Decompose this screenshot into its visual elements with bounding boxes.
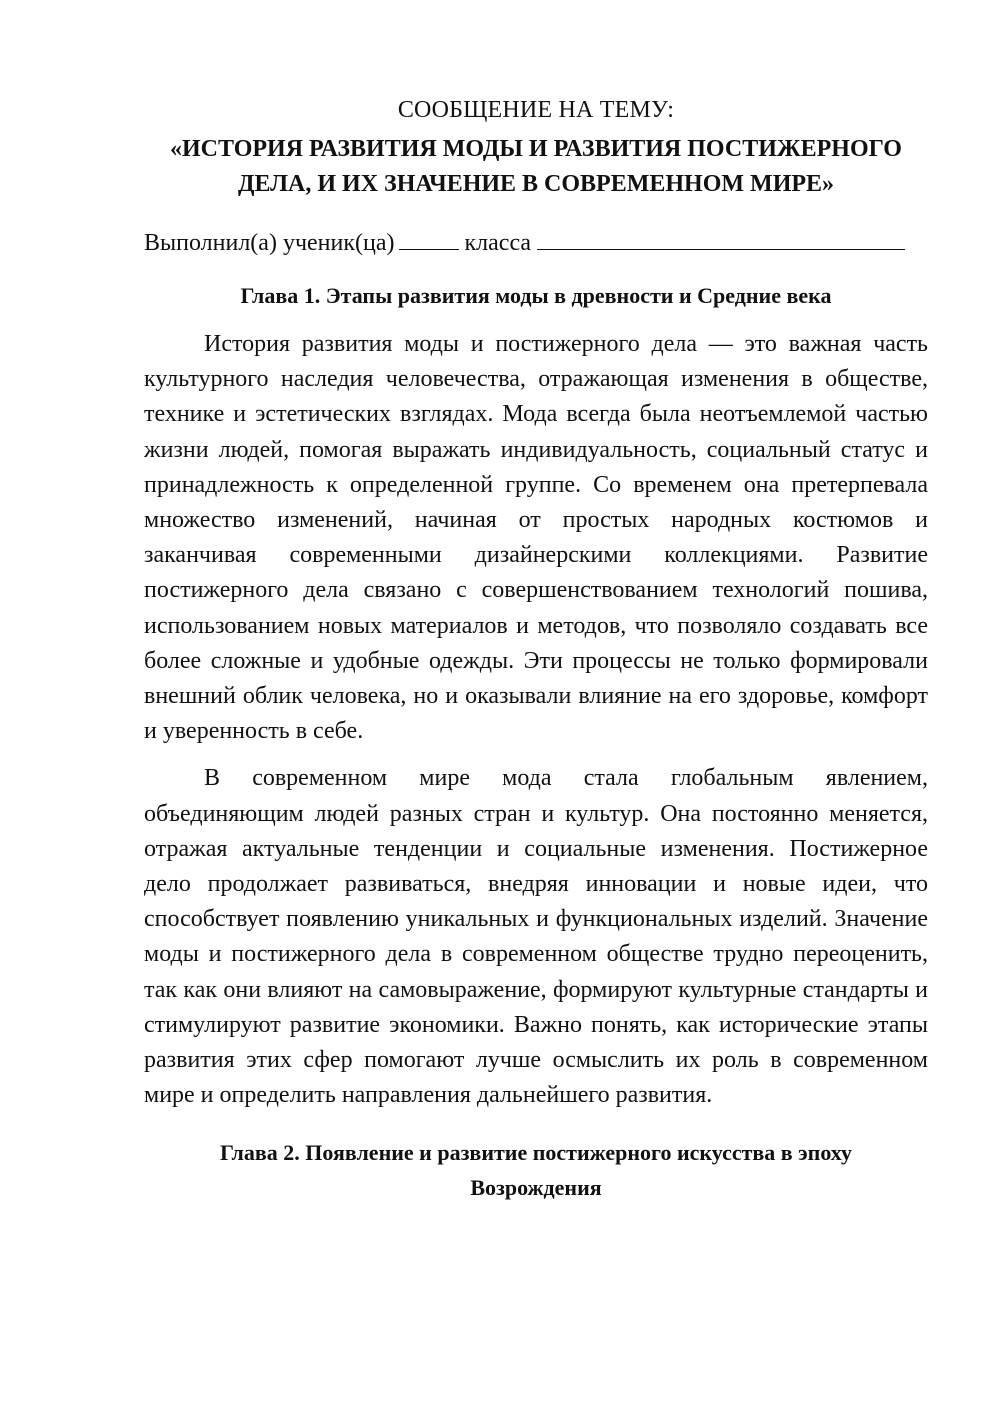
author-name-blank <box>537 227 905 250</box>
chapter-1-paragraph-1: История развития моды и постижерного дела — это важная часть культурного наследия человечества, отражающая изменения в обществе, технике и эстетических взглядах. Мода всегда была неотъемлемой частью жизни людей, помогая выражать индивидуальность, социальный статус и принадлежность к определенной группе. Со временем она претерпевала множество изменений, начиная от простых народных костюмов и заканчивая современными дизайнерскими коллекциями. Развитие постижерного дела связано с совершенствованием технологий пошива, использованием новых материалов и методов, что позволяло создавать все более сложные и удобные одежды. Эти процессы не только формировали внешний облик человека, но и оказывали влияние на его здоровье, комфорт и уверенность в себе. <box>144 331 928 745</box>
class-number-blank <box>399 227 459 250</box>
document-title: «ИСТОРИЯ РАЗВИТИЯ МОДЫ И РАЗВИТИЯ ПОСТИЖЕРНОГО ДЕЛА, И ИХ ЗНАЧЕНИЕ В СОВРЕМЕННОМ МИРЕ» <box>170 136 902 197</box>
author-prefix: Выполнил(а) ученик(ца) <box>144 230 395 256</box>
document-content <box>144 92 928 1219</box>
document-header: СООБЩЕНИЕ НА ТЕМУ: <box>397 97 675 123</box>
author-middle: класса <box>464 230 532 256</box>
chapter-2-heading: Глава 2. Появление и развитие постижерного искусства в эпоху Возрождения <box>220 1140 852 1201</box>
chapter-1-paragraph-2: В современном мире мода стала глобальным явлением, объединяющим людей разных стран и культур. Она постоянно меняется, отражая актуальные тенденции и социальные изменения. Постижерное дело продолжает развиваться, внедряя инновации и новые идеи, что способствует появлению уникальных и функциональных изделий. Значение моды и постижерного дела в современном обществе трудно переоценить, так как они влияют на самовыражение, формируют культурные стандарты и стимулируют развитие экономики. Важно понять, как исторические этапы развития этих сфер помогают лучше осмыслить их роль в современном мире и определить направления дальнейшего развития. <box>144 765 928 1109</box>
author-line <box>144 226 928 260</box>
chapter-1-heading: Глава 1. Этапы развития моды в древности и Средние века <box>240 283 832 308</box>
